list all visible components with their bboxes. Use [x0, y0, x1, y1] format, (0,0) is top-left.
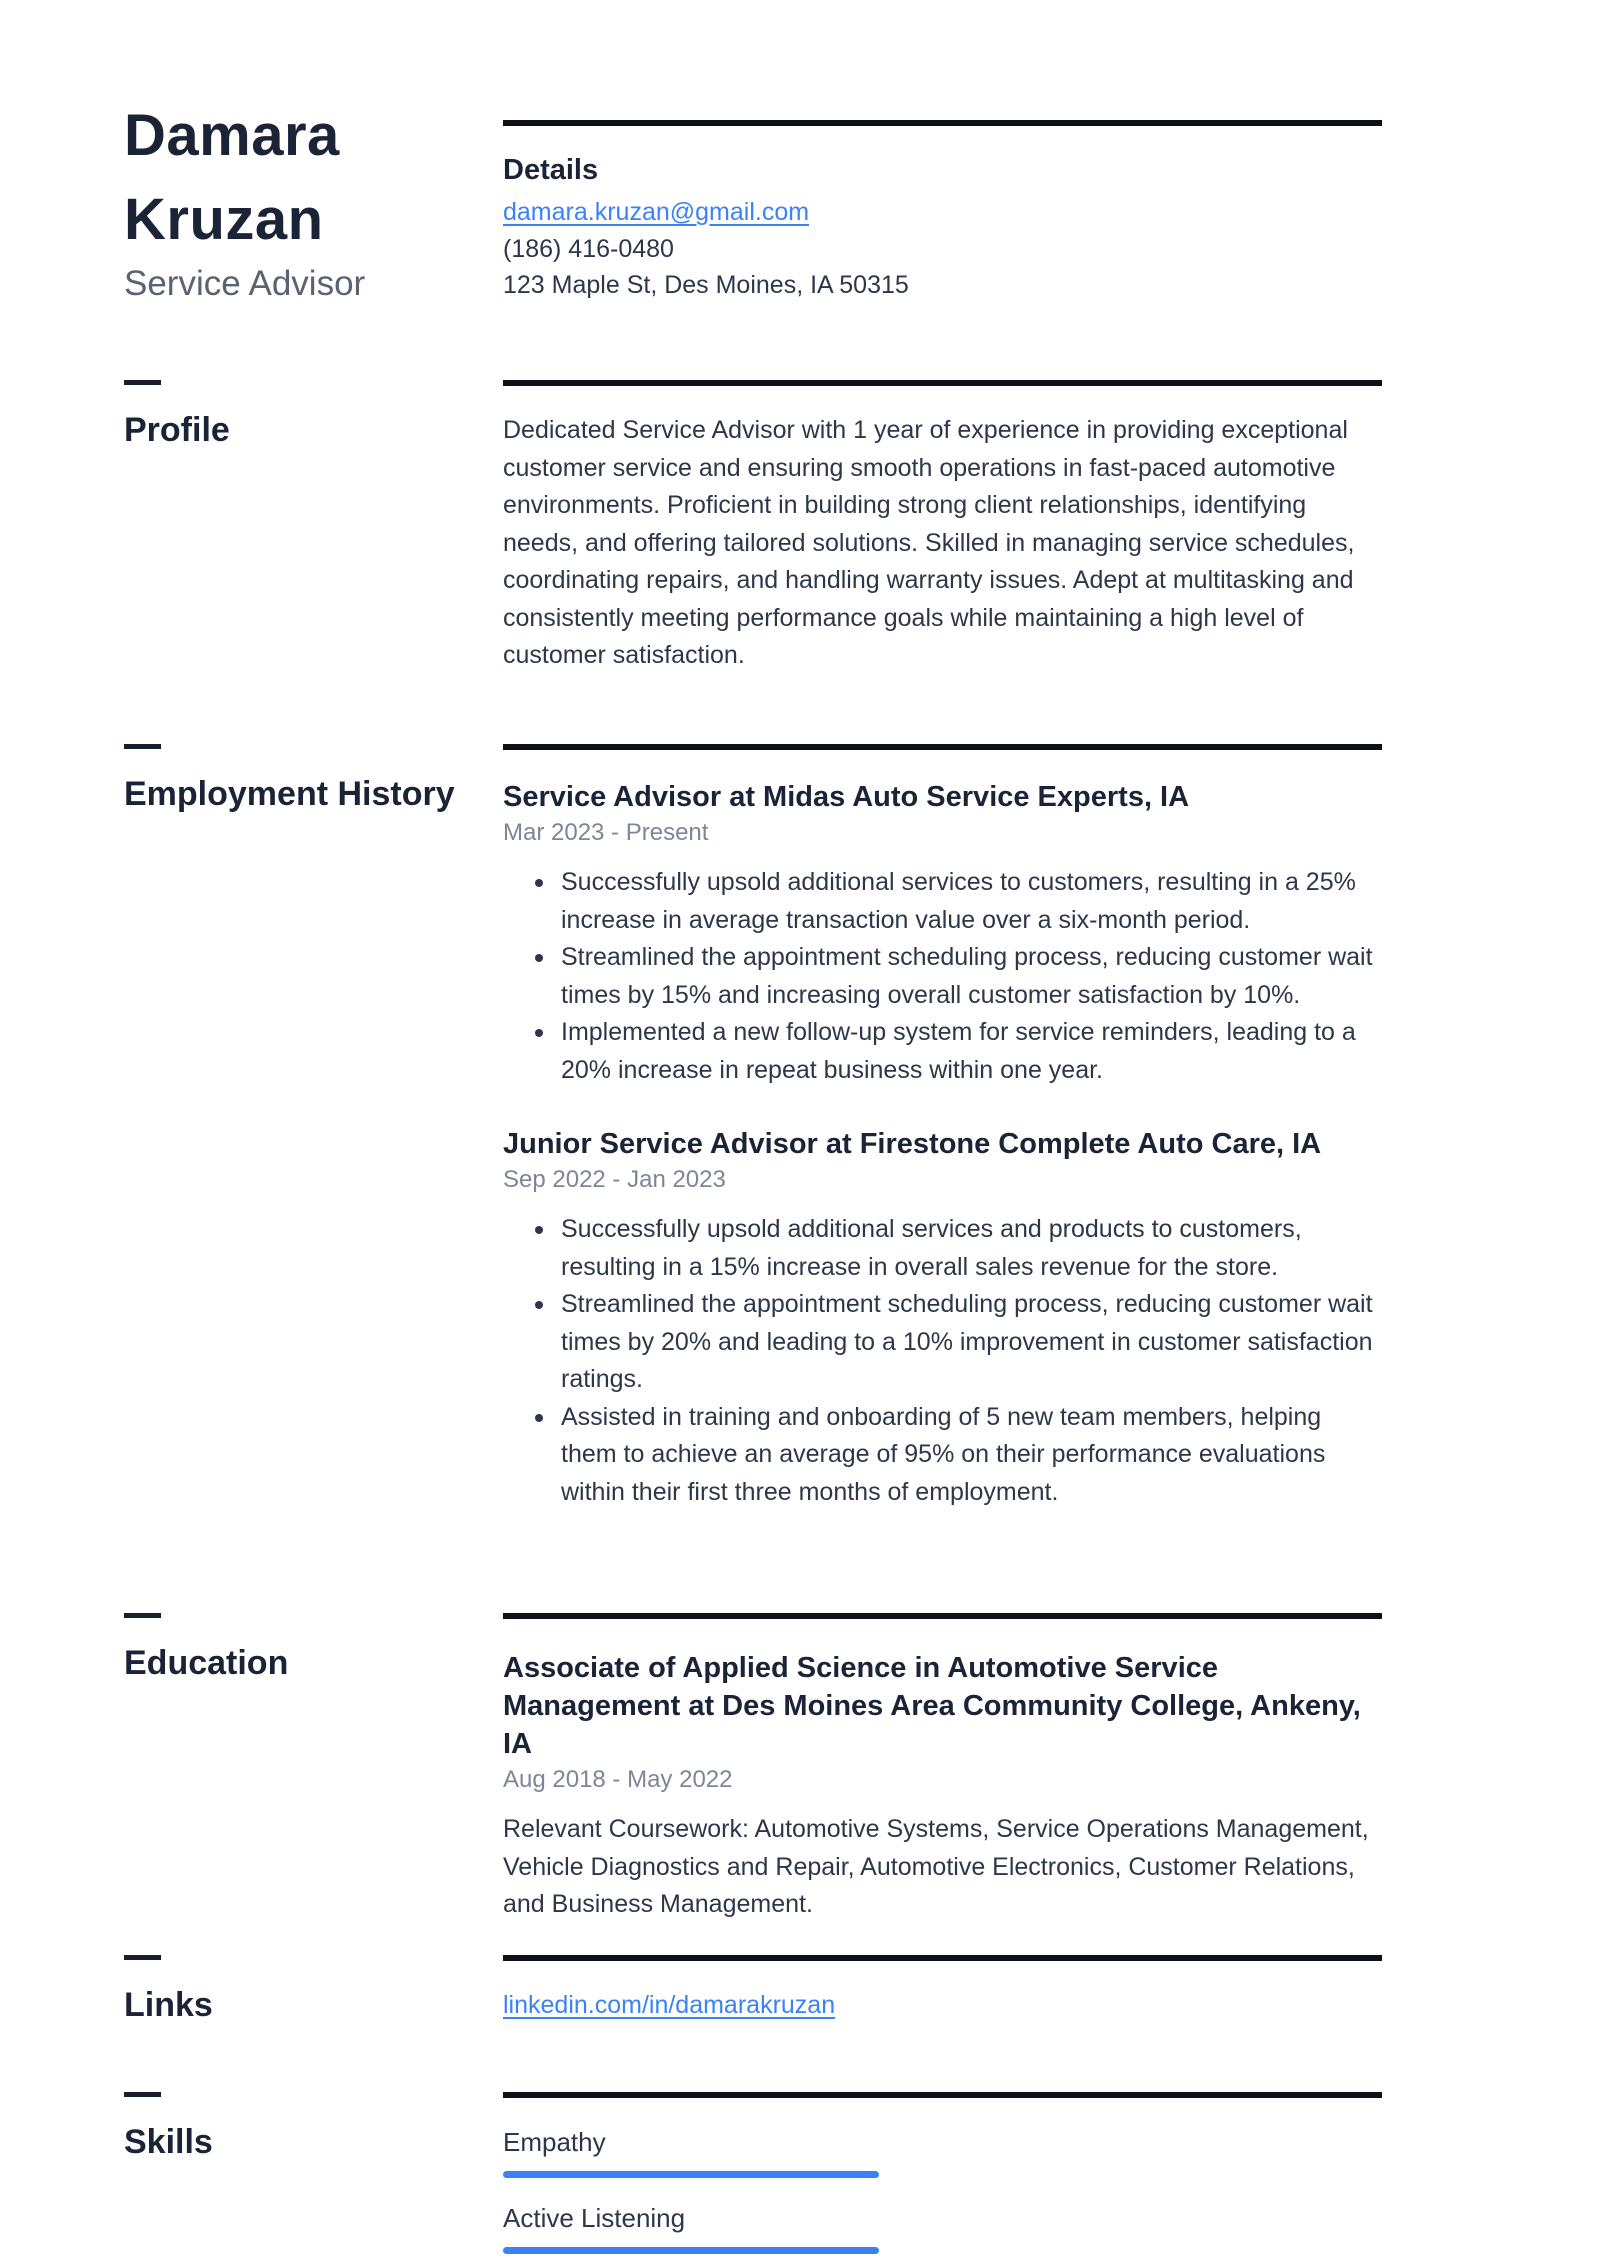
- job-bullet: Implemented a new follow-up system for service reminders, leading to a 20% increase in repeat business within one year.: [503, 1014, 1382, 1089]
- education-section: [0, 1613, 1600, 1924]
- job-title: Junior Service Advisor at Firestone Complete Auto Care, IA: [503, 1128, 1322, 1160]
- links-heading: Links: [124, 1986, 213, 2024]
- person-name: Damara Kruzan: [124, 103, 340, 252]
- profile-heading: Profile: [124, 411, 230, 449]
- job-dates: Sep 2022 - Jan 2023: [503, 1166, 726, 1193]
- job-dates: Mar 2023 - Present: [503, 819, 709, 846]
- skills-container: [503, 2126, 1382, 2254]
- job-bullet: Streamlined the appointment scheduling process, reducing customer wait times by 20% and leading to a 10% improvement in customer satisfaction ratings.: [503, 1286, 1382, 1399]
- employment-section: [0, 744, 1600, 1511]
- job-bullet: Successfully upsold additional services to customers, resulting in a 25% increase in average transaction value over a six-month period.: [503, 864, 1382, 939]
- details-block: [503, 0, 1382, 304]
- job-entry: [503, 1125, 1382, 1511]
- profile-text: Dedicated Service Advisor with 1 year of experience in providing exceptional customer service and ensuring smooth operations in fast-paced automotive environments. Proficient in building strong client relationships, identifying needs, and offering tailored solutions. Skilled in managing service schedules, coordinating repairs, and handling warranty issues. Adept at multitasking and consistently meeting performance goals while maintaining a high level of customer satisfaction.: [503, 416, 1355, 669]
- skill-item: [503, 2202, 1382, 2254]
- linkedin-link[interactable]: linkedin.com/in/damarakruzan: [503, 1991, 836, 2019]
- links-container: [503, 1987, 1382, 2023]
- contact-info: [503, 194, 1382, 304]
- job-bullet: Streamlined the appointment scheduling process, reducing customer wait times by 15% and increasing overall customer satisfaction by 10%.: [503, 939, 1382, 1014]
- header-section: [0, 0, 1600, 306]
- section-dash: [124, 2092, 161, 2097]
- education-heading: Education: [124, 1644, 289, 1682]
- section-rule: [503, 120, 1382, 126]
- education-description: Relevant Coursework: Automotive Systems, Service Operations Management, Vehicle Diagnostics and Repair, Automotive Electronics, Customer Relations, and Business Management.: [503, 1815, 1369, 1918]
- section-rule: [503, 1613, 1382, 1619]
- skill-label: Active Listening: [503, 2203, 686, 2233]
- phone-number: (186) 416-0480: [503, 234, 674, 263]
- section-rule: [503, 1955, 1382, 1961]
- section-rule: [503, 380, 1382, 386]
- job-bullet: Assisted in training and onboarding of 5 new team members, helping them to achieve an average of 95% on their performance evaluations within their first three months of employment.: [503, 1399, 1382, 1512]
- email-link[interactable]: damara.kruzan@gmail.com: [503, 198, 810, 226]
- section-rule: [503, 2092, 1382, 2098]
- section-rule: [503, 744, 1382, 750]
- section-dash: [124, 380, 161, 385]
- job-title: Service Advisor at Midas Auto Service Experts, IA: [503, 781, 1190, 813]
- skill-bar-fill: [503, 2171, 879, 2178]
- name-block: [0, 0, 503, 306]
- postal-address: 123 Maple St, Des Moines, IA 50315: [503, 271, 909, 299]
- job-bullet-list: [503, 864, 1382, 1089]
- job-bullet-list: [503, 1211, 1382, 1511]
- skill-bar-fill: [503, 2247, 879, 2254]
- employment-heading: Employment History: [124, 775, 455, 813]
- details-heading: Details: [503, 154, 599, 186]
- skill-item: [503, 2126, 1382, 2178]
- profile-section: [0, 380, 1600, 675]
- skill-label: Empathy: [503, 2127, 606, 2157]
- links-section: [0, 1955, 1600, 2026]
- skills-section: [0, 2092, 1600, 2254]
- person-job-title: Service Advisor: [124, 264, 366, 303]
- section-dash: [124, 1613, 161, 1618]
- section-dash: [124, 744, 161, 749]
- skills-heading: Skills: [124, 2123, 213, 2161]
- section-dash: [124, 1955, 161, 1960]
- skill-bar: [503, 2247, 879, 2254]
- link-item: [503, 1987, 1382, 2023]
- skill-bar: [503, 2171, 879, 2178]
- job-entry: [503, 778, 1382, 1089]
- jobs-container: [503, 778, 1382, 1511]
- education-dates: Aug 2018 - May 2022: [503, 1766, 733, 1793]
- degree-title: Associate of Applied Science in Automotive Service Management at Des Moines Area Community College, Ankeny, IA: [503, 1652, 1361, 1760]
- job-bullet: Successfully upsold additional services and products to customers, resulting in a 15% increase in overall sales revenue for the store.: [503, 1211, 1382, 1286]
